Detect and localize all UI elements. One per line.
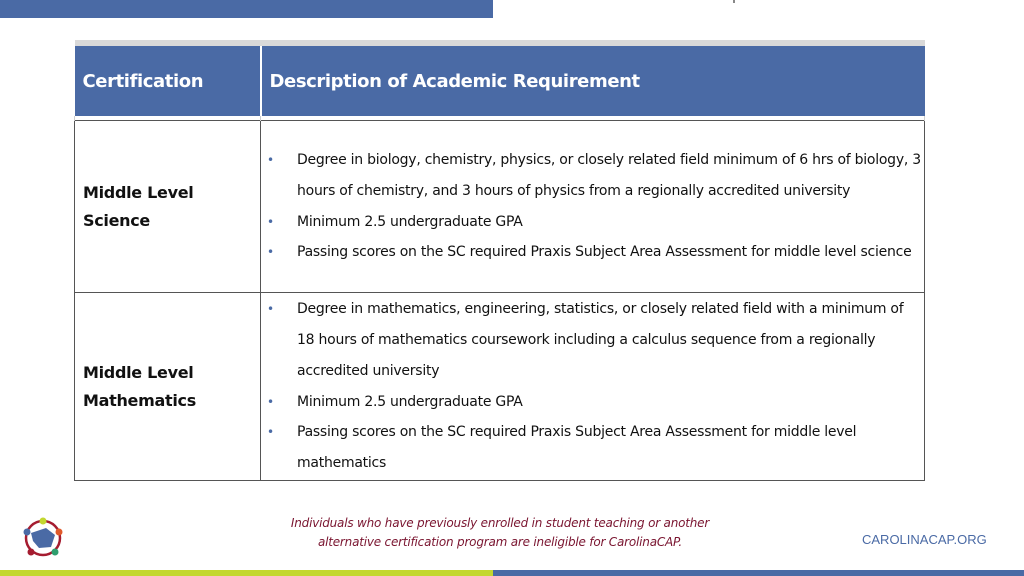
bottom-accent-green: [0, 570, 493, 576]
bullet-icon: •: [267, 245, 274, 260]
bullet-icon: •: [267, 302, 274, 317]
top-accent-bar: [0, 0, 493, 18]
bullet-icon: •: [267, 214, 274, 229]
bullet-icon: •: [267, 153, 274, 168]
list-item: • Minimum 2.5 undergraduate GPA: [267, 387, 924, 418]
list-item: • Minimum 2.5 undergraduate GPA: [267, 207, 924, 238]
description-cell: [261, 293, 925, 481]
bullet-icon: •: [267, 425, 274, 440]
header-certification: Certification: [75, 43, 261, 116]
bullet-icon: •: [267, 394, 274, 409]
list-item: • Degree in mathematics, engineering, statistics, or closely related field with a minimum of 18 hours of mathematics coursework including a calculus sequence from a regionally accredited university: [267, 294, 924, 386]
list-item: • Passing scores on the SC required Praxis Subject Area Assessment for middle level science: [267, 237, 924, 268]
website-link[interactable]: CAROLINACAP.ORG: [862, 532, 987, 547]
description-cell: [261, 121, 925, 293]
table-row: [75, 293, 925, 481]
certification-cell: Middle Level Mathematics: [75, 293, 261, 481]
table-header-row: [75, 43, 925, 116]
table-row: [75, 121, 925, 293]
header-description: Description of Academic Requirement: [261, 43, 925, 116]
requirements-table: [74, 40, 924, 481]
list-item: • Passing scores on the SC required Praxis Subject Area Assessment for middle level mathematics: [267, 417, 924, 478]
ineligibility-note: Individuals who have previously enrolled in student teaching or another alternative certification program are ineligible for CarolinaCAP.: [290, 516, 710, 549]
bottom-accent-blue: [493, 570, 1024, 576]
carolinacap-logo-icon: [22, 517, 64, 559]
top-mark: [733, 0, 735, 3]
certification-cell: Middle Level Science: [75, 121, 261, 293]
list-item: • Degree in biology, chemistry, physics, or closely related field minimum of 6 hrs of biology, 3 hours of chemistry, and 3 hours of physics from a regionally accredited university: [267, 145, 924, 206]
